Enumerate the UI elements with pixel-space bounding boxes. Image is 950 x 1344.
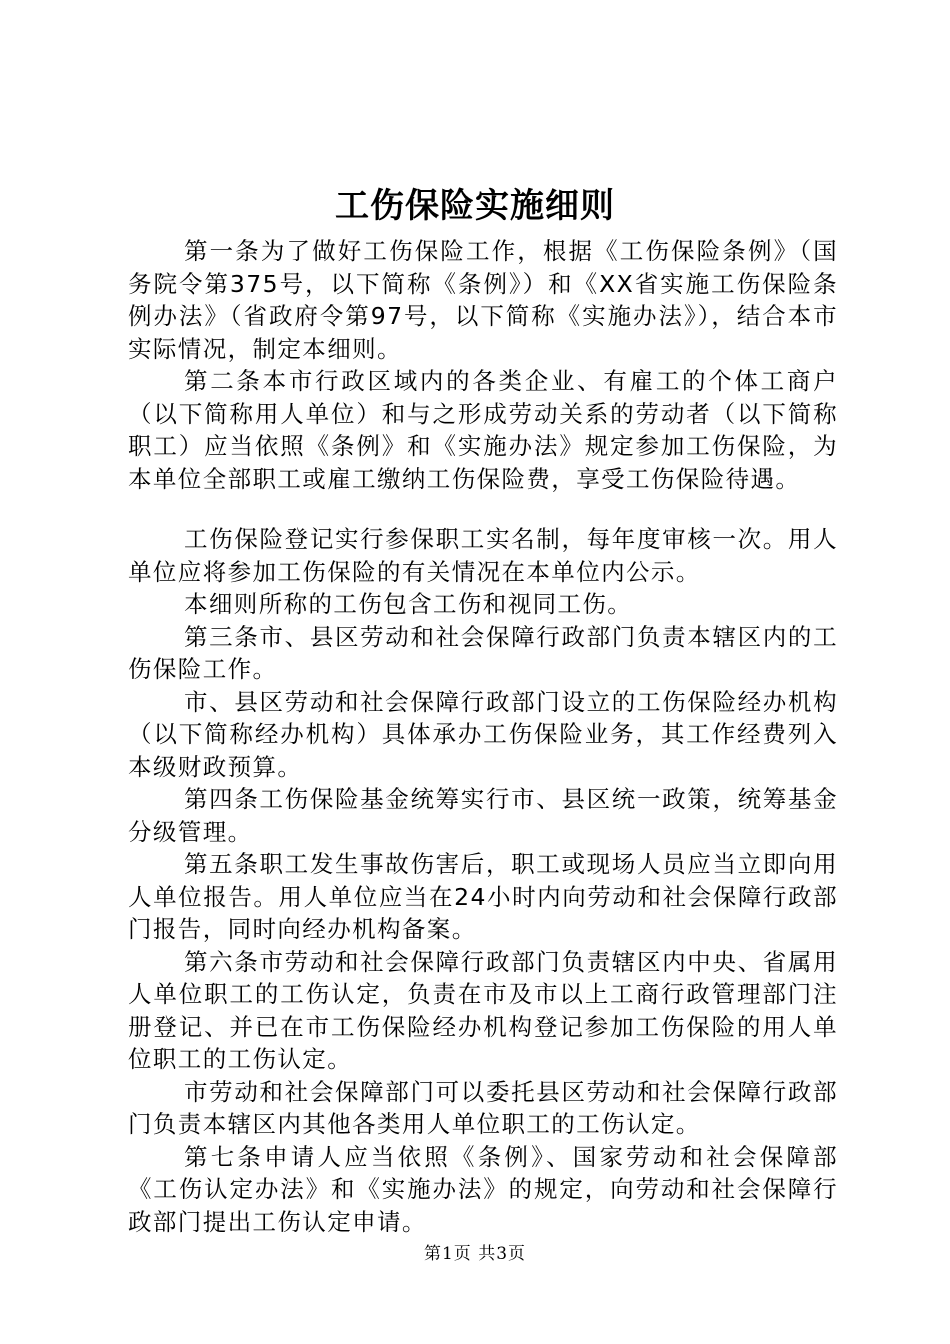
- document-title: 工伤保险实施细则: [335, 186, 615, 226]
- paragraph-article-5: 第五条职工发生事故伤害后，职工或现场人员应当立即向用人单位报告。用人单位应当在24小时内向劳动和社会保障行政部门报告，同时向经办机构备案。: [128, 850, 838, 943]
- paragraph-definition: 本细则所称的工伤包含工伤和视同工伤。: [184, 590, 633, 618]
- paragraph-article-2: 第二条本市行政区域内的各类企业、有雇工的个体工商户（以下简称用人单位）和与之形成劳动关系的劳动者（以下简称职工）应当依照《条例》和《实施办法》规定参加工伤保险，为本单位全部职工或雇工缴纳工伤保险费，享受工伤保险待遇。: [128, 367, 838, 493]
- paragraph-agency: 市、县区劳动和社会保障行政部门设立的工伤保险经办机构（以下简称经办机构）具体承办工伤保险业务，其工作经费列入本级财政预算。: [128, 687, 838, 781]
- paragraph-article-4: 第四条工伤保险基金统筹实行市、县区统一政策，统筹基金分级管理。: [128, 785, 838, 846]
- page-footer: 第1页 共3页: [423, 1244, 527, 1264]
- paragraph-delegation: 市劳动和社会保障部门可以委托县区劳动和社会保障行政部门负责本辖区内其他各类用人单位职工的工伤认定。: [128, 1077, 838, 1138]
- paragraph-article-1: 第一条为了做好工伤保险工作，根据《工伤保险条例》（国务院令第375号，以下简称《条例》）和《XX省实施工伤保险条例办法》（省政府令第97号，以下简称《实施办法》），结合本市实际情况，制定本细则。: [128, 237, 838, 363]
- document-body: [128, 235, 838, 1238]
- paragraph-article-6: 第六条市劳动和社会保障行政部门负责辖区内中央、省属用人单位职工的工伤认定，负责在市及市以上工商行政管理部门注册登记、并已在市工伤保险经办机构登记参加工伤保险的用人单位职工的工伤认定。: [128, 947, 838, 1073]
- paragraph-article-3: 第三条市、县区劳动和社会保障行政部门负责本辖区内的工伤保险工作。: [128, 622, 838, 683]
- paragraph-registration: 工伤保险登记实行参保职工实名制，每年度审核一次。用人单位应将参加工伤保险的有关情况在本单位内公示。: [128, 525, 838, 586]
- paragraph-article-7: 第七条申请人应当依照《条例》、国家劳动和社会保障部《工伤认定办法》和《实施办法》的规定，向劳动和社会保障行政部门提出工伤认定申请。: [128, 1142, 838, 1236]
